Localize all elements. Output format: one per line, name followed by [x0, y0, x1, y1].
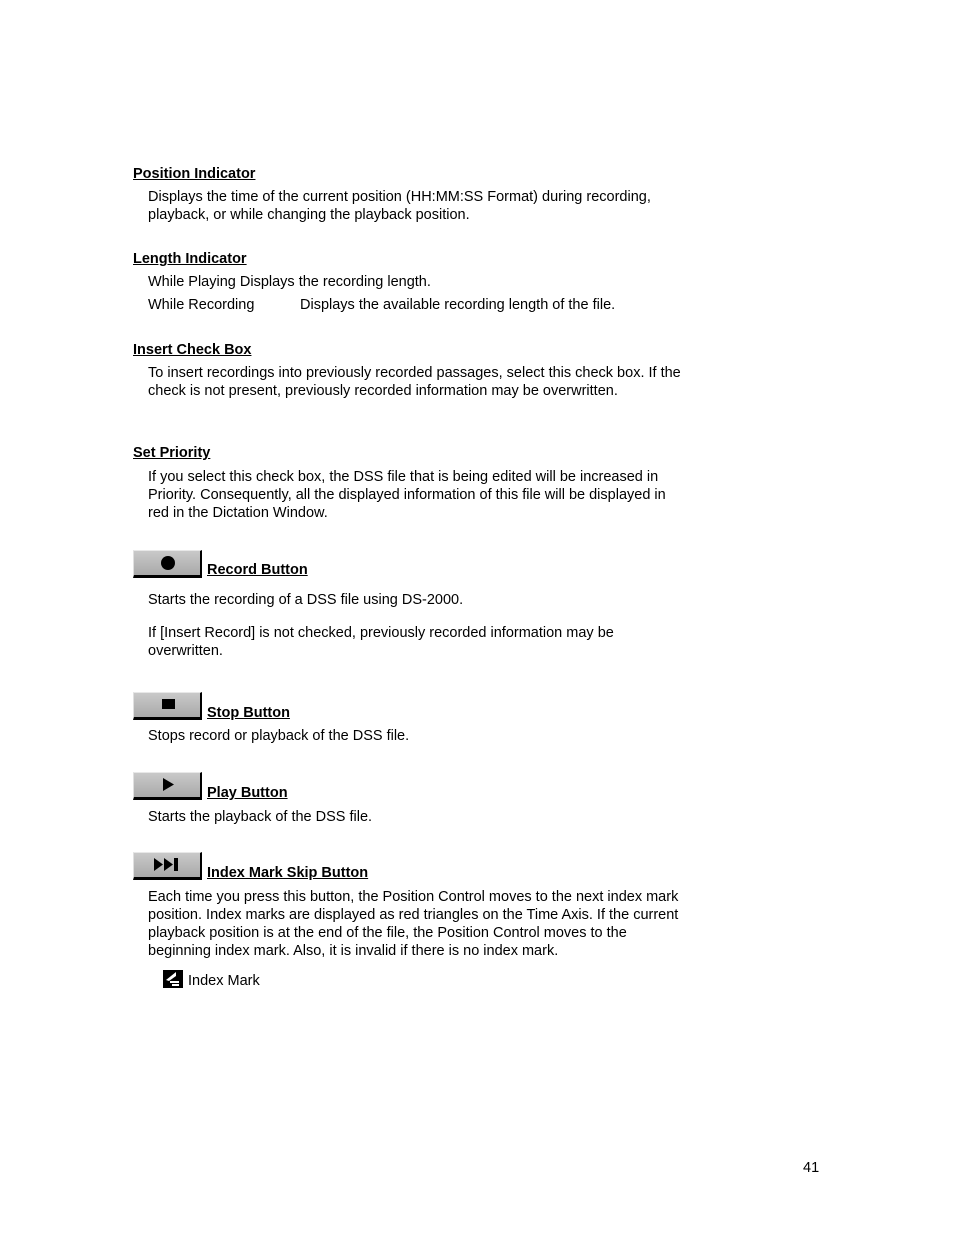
length-indicator-heading: Length Indicator [133, 251, 247, 267]
play-icon [134, 773, 203, 801]
play-button-image [133, 772, 202, 800]
stop-button-image [133, 692, 202, 720]
record-button-heading: Record Button [207, 562, 308, 578]
record-button-text-2: If [Insert Record] is not checked, previously recorded information may be overwritten. [148, 625, 614, 659]
index-mark-skip-button-heading: Index Mark Skip Button [207, 865, 369, 881]
length-row-desc: Displays the available recording length of the file. [300, 297, 616, 313]
skip-forward-icon [134, 853, 203, 881]
page-number: 41 [803, 1160, 820, 1176]
stop-button-heading: Stop Button [207, 705, 290, 721]
record-button-image [133, 550, 202, 578]
stop-button-text: Stops record or playback of the DSS file. [148, 728, 410, 744]
insert-check-box-text: To insert recordings into previously recorded passages, select this check box. If the check is not present, previously recorded information may be overwritten. [148, 365, 681, 399]
index-mark-skip-button-image [133, 852, 202, 880]
position-indicator-text: Displays the time of the current position (HH:MM:SS Format) during recording, playback, or while changing the playback position. [148, 189, 651, 223]
play-button-text: Starts the playback of the DSS file. [148, 809, 373, 825]
length-row-recording [148, 297, 615, 313]
record-icon [134, 551, 203, 579]
length-row-playing [148, 274, 431, 290]
index-mark-icon [163, 970, 183, 988]
length-row-desc: Displays the recording length. [239, 274, 431, 290]
play-button-heading: Play Button [207, 785, 288, 801]
index-mark-skip-button-text: Each time you press this button, the Position Control moves to the next index mark position. Index marks are displayed as red triangles on the Time Axis. If the current playback position is at the end of the file, the Position Control moves to the beginning index mark. Also, it is invalid if there is no index mark. [148, 889, 679, 959]
length-row-label: While Playing [148, 274, 236, 290]
record-button-text-1: Starts the recording of a DSS file using DS-2000. [148, 592, 464, 608]
set-priority-heading: Set Priority [133, 445, 211, 461]
stop-icon [134, 693, 203, 721]
set-priority-text: If you select this check box, the DSS file that is being edited will be increased in Priority. Consequently, all the displayed information of this file will be displayed in red in the Dictation Window. [148, 469, 666, 521]
position-indicator-heading: Position Indicator [133, 166, 256, 182]
index-mark-label: Index Mark [188, 973, 260, 989]
insert-check-box-heading: Insert Check Box [133, 342, 252, 358]
length-row-label: While Recording [148, 297, 255, 313]
